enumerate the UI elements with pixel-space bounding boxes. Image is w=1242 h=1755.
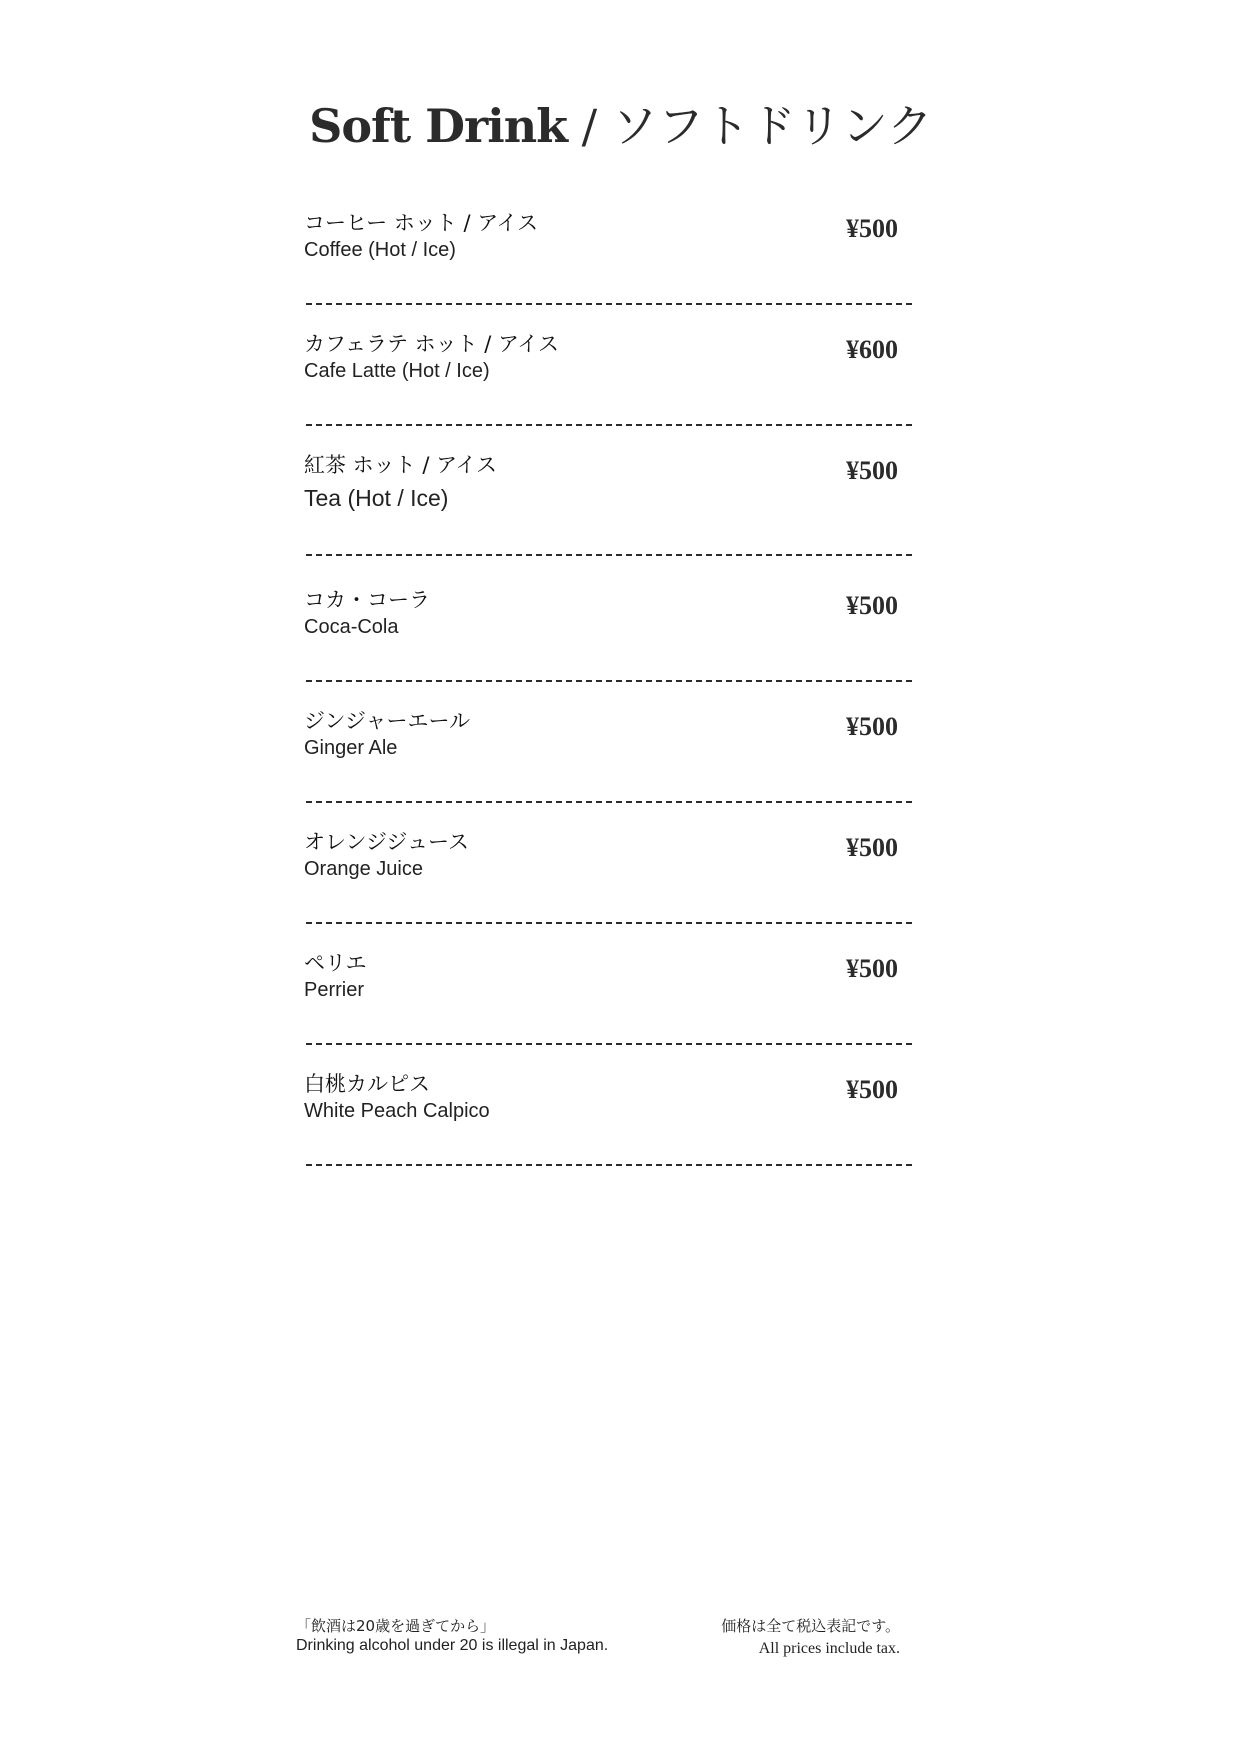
dashed-divider: [306, 922, 912, 924]
menu-item-name-en: Tea (Hot / Ice): [304, 485, 449, 511]
title-japanese: ソフトドリンク: [611, 99, 933, 153]
menu-item-name-jp: カフェラテ ホット / アイス: [304, 332, 559, 356]
menu-item-name-jp: オレンジジュース: [304, 830, 469, 854]
menu-item-name-jp: コーヒー ホット / アイス: [304, 211, 539, 235]
menu-item-price: ¥500: [846, 712, 898, 741]
menu-item-name-jp: ペリエ: [304, 951, 367, 975]
title-separator: /: [567, 99, 612, 153]
menu-item-price: ¥500: [846, 1075, 898, 1104]
age-notice-en: Drinking alcohol under 20 is illegal in Japan.: [296, 1637, 609, 1654]
title-english: Soft Drink: [309, 99, 568, 153]
menu-item-name-jp: 白桃カルピス: [304, 1072, 430, 1096]
tax-notice-en: All prices include tax.: [758, 1640, 900, 1657]
page-title: [0, 96, 1242, 156]
dashed-divider: [306, 1043, 912, 1045]
menu-item-name-jp: コカ・コーラ: [304, 588, 430, 612]
dashed-divider: [306, 680, 912, 682]
age-notice: [296, 1616, 676, 1656]
menu-item-price: ¥500: [846, 954, 898, 983]
menu-item-name-en: Coffee (Hot / Ice): [304, 239, 456, 261]
menu-item-price: ¥500: [846, 456, 898, 485]
menu-item-name-en: Orange Juice: [304, 858, 423, 880]
tax-notice: [690, 1616, 900, 1662]
dashed-divider: [306, 554, 912, 556]
menu-item-price: ¥600: [846, 335, 898, 364]
menu-item-name-en: Coca-Cola: [304, 616, 399, 638]
menu-item-price: ¥500: [846, 591, 898, 620]
menu-item-price: ¥500: [846, 214, 898, 243]
dashed-divider: [306, 1164, 912, 1166]
menu-item-price: ¥500: [846, 833, 898, 862]
dashed-divider: [306, 424, 912, 426]
menu-item-name-en: Perrier: [304, 979, 365, 1001]
dashed-divider: [306, 303, 912, 305]
menu-item-name-en: White Peach Calpico: [304, 1100, 490, 1122]
menu-item-name-jp: 紅茶 ホット / アイス: [304, 453, 498, 477]
dashed-divider: [306, 801, 912, 803]
menu-item-name-en: Cafe Latte (Hot / Ice): [304, 360, 490, 382]
menu-item-name-jp: ジンジャーエール: [304, 709, 471, 733]
age-notice-jp: 「飲酒は20歳を過ぎてから」: [296, 1617, 496, 1635]
tax-notice-jp: 価格は全て税込表記です。: [721, 1617, 900, 1635]
menu-item-name-en: Ginger Ale: [304, 737, 398, 759]
